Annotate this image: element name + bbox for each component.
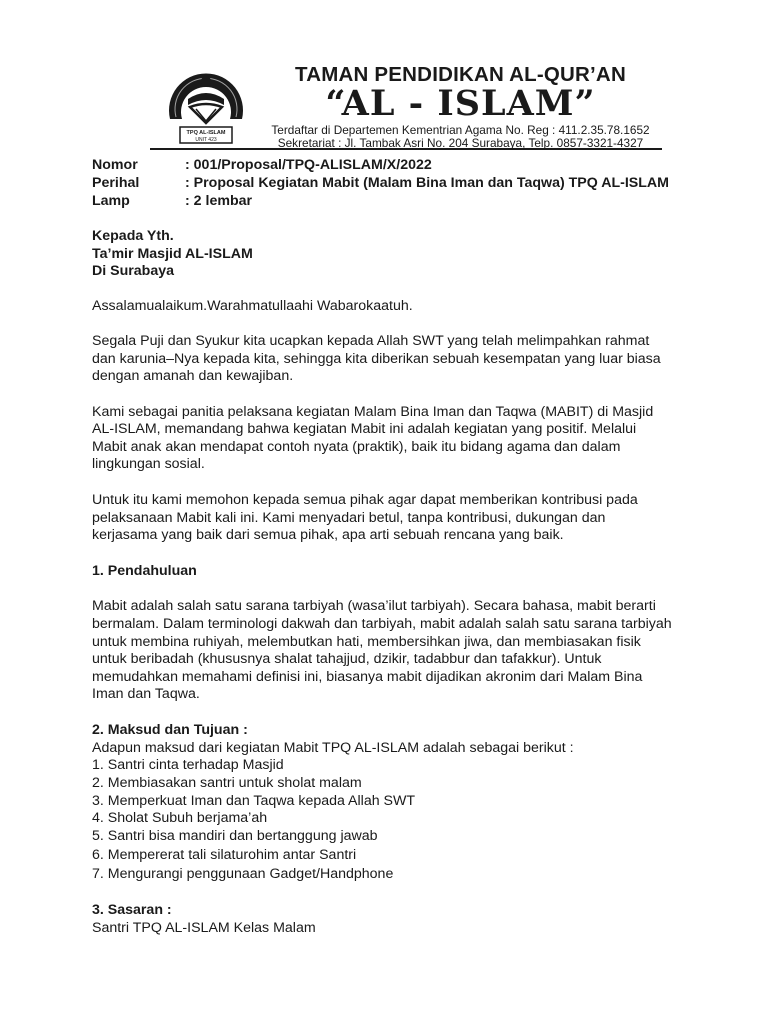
letterhead-text [258,55,663,150]
paragraph-line: dengan amanah dan kewajiban. [92,368,294,384]
paragraph-line: untuk beribadah (khususnya shalat tahajjud, dzikir, tadabbur dan tafakkur). Untuk [92,651,602,667]
paragraph-line: bermalam. Dalam terminologi dakwah dan tarbiyah, mabit adalah salah satu sarana tarbiyah [92,616,672,632]
section-heading: 2. Maksud dan Tujuan : [92,722,248,738]
secretariat-line: Sekretariat : Jl. Tambak Asri No. 204 Surabaya, Telp. 0857-3321-4327 [277,136,644,150]
section-heading: 3. Sasaran : [92,902,172,918]
list-item: 3. Memperkuat Iman dan Taqwa kepada Allah SWT [92,793,416,809]
greeting: Assalamualaikum.Warahmatullaahi Wabarokaatuh. [92,298,413,314]
paragraph-line: Mabit anak akan mendapat contoh nyata (praktik), baik itu bidang agama dan dalam [92,439,621,455]
recipient-line: Ta’mir Masjid AL-ISLAM [92,246,253,262]
recipient-line: Kepada Yth. [92,228,174,244]
paragraph-line: dan karunia–Nya kepada kita, sehingga kita diberikan sebuah kesempatan yang luar biasa [92,351,661,367]
list-item: 4. Sholat Subuh berjama’ah [92,810,268,826]
letterhead-divider [150,148,662,150]
recipient-line: Di Surabaya [92,263,175,279]
paragraph-line: memudahkan memahami definisi ini, biasanya mabit dijadikan akronim dari Malam Bina [92,669,643,685]
section-heading: 1. Pendahuluan [92,563,197,579]
svg-text:TPQ AL-ISLAM: TPQ AL-ISLAM [186,130,226,136]
paragraph-line: Mabit adalah salah satu sarana tarbiyah (wasa’ilut tarbiyah). Secara bahasa, mabit berarti [92,598,656,614]
paragraph-line: AL-ISLAM, memandang bahwa kegiatan Mabit ini adalah kegiatan yang positif. Melalui [92,421,637,437]
paragraph-line: Kami sebagai panitia pelaksana kegiatan Malam Bina Iman dan Taqwa (MABIT) di Masjid [92,404,654,420]
meta-key: Lamp [92,193,130,209]
list-item: 5. Santri bisa mandiri dan bertanggung jawab [92,828,378,844]
list-item: 1. Santri cinta terhadap Masjid [92,757,284,773]
paragraph-line: Segala Puji dan Syukur kita ucapkan kepada Allah SWT yang telah melimpahkan rahmat [92,333,650,349]
meta-value: : 001/Proposal/TPQ-ALISLAM/X/2022 [185,157,432,173]
paragraph-line: pelaksanaan Mabit kali ini. Kami menyadari betul, tanpa kontribusi, dukungan dan [92,510,606,526]
paragraph-line: Untuk itu kami memohon kepada semua pihak agar dapat memberikan kontribusi pada [92,492,638,508]
paragraph-line: kerjasama yang baik dari semua pihak, apa arti sebuah rencana yang baik. [92,527,564,543]
paragraph-line: untuk membina ruhiyah, melembutkan hati, membersihkan jiwa, dan membiasakan fisik [92,634,641,650]
meta-value: : Proposal Kegiatan Mabit (Malam Bina Iman dan Taqwa) TPQ AL-ISLAM [185,175,669,191]
section-intro: Adapun maksud dari kegiatan Mabit TPQ AL-ISLAM adalah sebagai berikut : [92,740,574,756]
registration-line: Terdaftar di Departemen Kementrian Agama No. Reg : 411.2.35.78.1652 [271,123,650,137]
meta-key: Perihal [92,175,140,191]
institution-name: “AL - ISLAM” [325,83,596,124]
list-item: 6. Mempererat tali silaturohim antar Santri [92,847,357,863]
meta-value: : 2 lembar [185,193,253,209]
letterhead [150,55,670,150]
paragraph-line: lingkungan sosial. [92,456,205,472]
institution-title: TAMAN PENDIDIKAN AL-QUR’AN [295,63,626,86]
meta-key: Nomor [92,157,138,173]
tpq-logo [160,57,252,149]
list-item: 7. Mengurangi penggunaan Gadget/Handphone [92,866,394,882]
list-item: 2. Membiasakan santri untuk sholat malam [92,775,362,791]
svg-text:UNIT 423: UNIT 423 [195,137,217,143]
paragraph-line: Santri TPQ AL-ISLAM Kelas Malam [92,920,316,936]
paragraph-line: Iman dan Taqwa. [92,686,200,702]
